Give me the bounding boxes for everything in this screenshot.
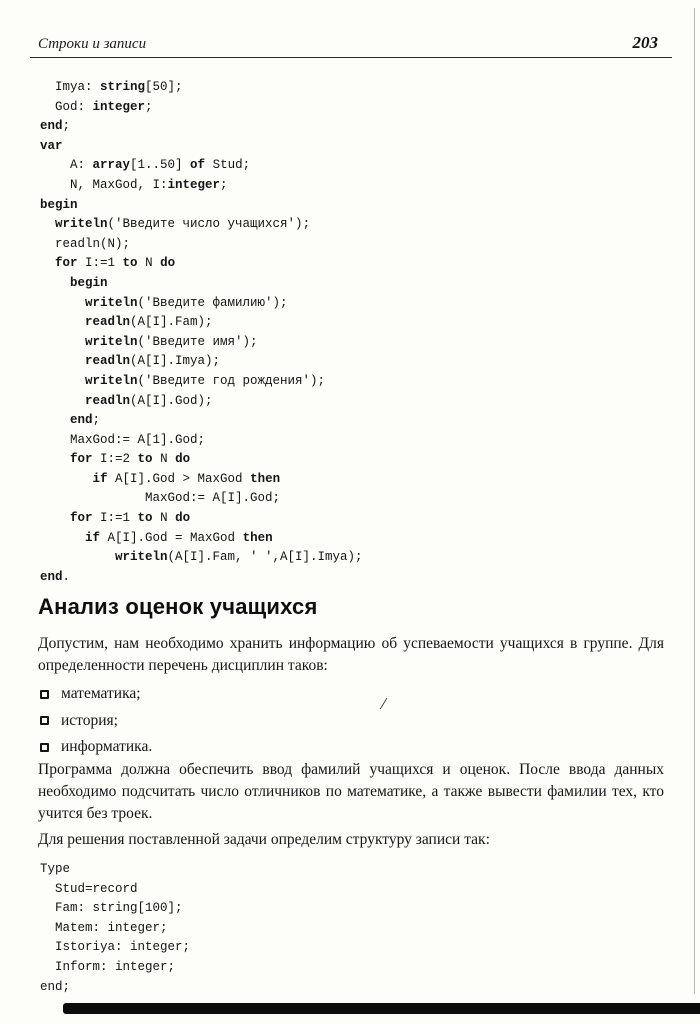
code-text: ;: [92, 413, 101, 428]
code-text: [40, 472, 93, 486]
paragraph-intro: Допустим, нам необходимо хранить информацию об успеваемости учащихся в группе. Для определенности перечень дисциплин таков:: [38, 635, 664, 674]
code-keyword: readln: [85, 315, 131, 330]
scan-bottom-bar: [63, 1003, 700, 1014]
list-item-label: история;: [61, 711, 118, 729]
code-keyword: then: [242, 530, 273, 545]
page-header: [38, 33, 658, 53]
code-line: [40, 489, 363, 509]
code-text: Matem: integer;: [40, 920, 168, 935]
code-text: [40, 511, 70, 525]
code-keyword: of: [190, 158, 206, 173]
square-bullet-icon: [40, 716, 49, 725]
paragraph-record-intro: Для решения поставленной задачи определим структуру записи так:: [38, 831, 490, 848]
code-text: Inform: integer;: [40, 959, 176, 974]
code-text: readln(N);: [40, 236, 131, 251]
code-keyword: do: [160, 256, 176, 271]
code-text: A:: [40, 158, 93, 173]
code-text: [40, 550, 115, 564]
code-text: ('Введите имя');: [137, 334, 258, 349]
code-line: [40, 860, 190, 880]
code-keyword: array: [92, 158, 131, 173]
scan-artifact-slash: /: [380, 693, 387, 714]
code-keyword: string: [100, 80, 146, 94]
list-item: [40, 681, 152, 708]
code-line: [40, 156, 363, 176]
section-heading: Анализ оценок учащихся: [38, 594, 318, 619]
page-number: 203: [632, 33, 658, 52]
code-keyword: then: [250, 471, 281, 486]
code-text: (A[I].Fam, ' ',A[I].Imya);: [167, 550, 363, 565]
code-line: [40, 568, 363, 588]
code-keyword: to: [122, 256, 138, 271]
code-line: [40, 196, 363, 216]
code-line: [40, 313, 363, 333]
code-keyword: var: [40, 138, 63, 153]
code-keyword: begin: [40, 197, 78, 212]
code-text: I:=1: [92, 511, 138, 526]
header-rule: [30, 57, 672, 58]
code-text: N: [152, 511, 176, 526]
code-text: ('Введите год рождения');: [137, 373, 326, 388]
code-text: ;: [220, 177, 228, 192]
code-keyword: if: [85, 530, 101, 545]
code-text: ('Введите фамилию');: [137, 295, 288, 310]
code-line: [40, 117, 363, 137]
code-line: [40, 938, 190, 958]
code-keyword: end: [40, 569, 63, 584]
code-text: MaxGod:= A[I].God;: [40, 491, 281, 506]
code-line: [40, 352, 363, 372]
code-text: I:=1: [77, 256, 123, 271]
list-item-label: информатика.: [61, 738, 153, 756]
code-line: [40, 880, 190, 900]
code-text: MaxGod:= A[1].God;: [40, 432, 206, 447]
code-text: [40, 315, 85, 329]
code-text: Type: [40, 862, 71, 876]
list-item: [40, 734, 152, 761]
code-text: [40, 354, 85, 368]
code-line: [40, 333, 363, 353]
code-text: Fam: string[100];: [40, 901, 183, 916]
code-text: [40, 276, 70, 290]
code-keyword: do: [175, 511, 191, 526]
code-text: end;: [40, 979, 71, 994]
code-text: (A[I].Fam);: [130, 315, 213, 330]
code-text: [40, 217, 55, 231]
code-text: [40, 256, 55, 270]
code-keyword: to: [137, 511, 153, 526]
code-text: ;: [145, 99, 153, 114]
code-keyword: writeln: [85, 295, 138, 310]
code-text: N: [137, 256, 161, 271]
code-keyword: for: [55, 256, 78, 271]
code-keyword: to: [137, 452, 153, 467]
code-line: [40, 548, 363, 568]
code-line: [40, 509, 363, 529]
code-text: Stud=record: [40, 881, 138, 896]
code-text: (A[I].God);: [130, 393, 213, 408]
code-keyword: for: [70, 452, 93, 467]
code-text: Imya:: [40, 80, 101, 94]
code-keyword: if: [92, 471, 108, 486]
code-line: [40, 470, 363, 490]
code-text: [40, 296, 85, 310]
code-line: [40, 274, 363, 294]
square-bullet-icon: [40, 690, 49, 699]
code-keyword: writeln: [55, 217, 108, 232]
code-text: [40, 531, 85, 545]
code-text: [1..50]: [130, 158, 191, 173]
paragraph-program-task: Программа должна обеспечить ввод фамилий учащихся и оценок. После ввода данных необходимо подсчитать число отличников по математике, а также вывести фамилии тех, кто учится без троек.: [38, 761, 664, 822]
code-text: [40, 452, 70, 466]
code-keyword: integer: [167, 177, 221, 192]
code-text: N: [152, 452, 176, 467]
code-text: A[I].God > MaxGod: [107, 471, 251, 486]
code-line: [40, 235, 363, 255]
code-text: A[I].God = MaxGod: [100, 530, 243, 545]
code-line: [40, 137, 363, 157]
code-text: I:=2: [92, 452, 138, 467]
code-line: [40, 978, 190, 998]
code-line: [40, 529, 363, 549]
code-keyword: end: [40, 119, 63, 134]
code-text: .: [62, 569, 71, 584]
code-text: Stud;: [205, 158, 251, 173]
code-keyword: end: [70, 413, 93, 428]
code-text: [40, 335, 85, 349]
code-keyword: writeln: [85, 334, 138, 349]
pascal-code-listing-1: [40, 78, 363, 587]
code-keyword: begin: [70, 275, 108, 290]
code-line: [40, 254, 363, 274]
list-item: [40, 708, 152, 735]
code-line: [40, 450, 363, 470]
code-keyword: writeln: [115, 550, 168, 565]
code-keyword: readln: [85, 354, 131, 369]
scan-edge-line: [694, 8, 695, 994]
code-text: [50];: [145, 80, 183, 94]
square-bullet-icon: [40, 743, 49, 752]
code-line: [40, 958, 190, 978]
code-line: [40, 215, 363, 235]
code-line: [40, 98, 363, 118]
code-line: [40, 411, 363, 431]
code-line: [40, 392, 363, 412]
code-keyword: readln: [85, 393, 131, 408]
code-text: Istoriya: integer;: [40, 940, 191, 955]
code-keyword: integer: [92, 99, 146, 114]
code-line: [40, 919, 190, 939]
code-keyword: do: [175, 452, 191, 467]
code-text: [40, 374, 85, 388]
pascal-code-listing-2: [40, 860, 190, 997]
code-line: [40, 899, 190, 919]
code-line: [40, 431, 363, 451]
list-item-label: математика;: [61, 685, 141, 703]
code-text: ('Введите число учащихся');: [107, 217, 311, 232]
code-line: [40, 78, 363, 98]
running-title: Строки и записи: [38, 36, 147, 52]
code-text: [40, 394, 85, 408]
code-text: [40, 413, 70, 427]
code-line: [40, 176, 363, 196]
code-line: [40, 294, 363, 314]
code-line: [40, 372, 363, 392]
code-text: (A[I].Imya);: [130, 354, 221, 369]
code-text: N, MaxGod, I:: [40, 177, 168, 192]
code-keyword: writeln: [85, 373, 138, 388]
code-text: God:: [40, 99, 93, 114]
discipline-list: [40, 681, 152, 761]
code-text: ;: [62, 119, 71, 134]
code-keyword: for: [70, 511, 93, 526]
